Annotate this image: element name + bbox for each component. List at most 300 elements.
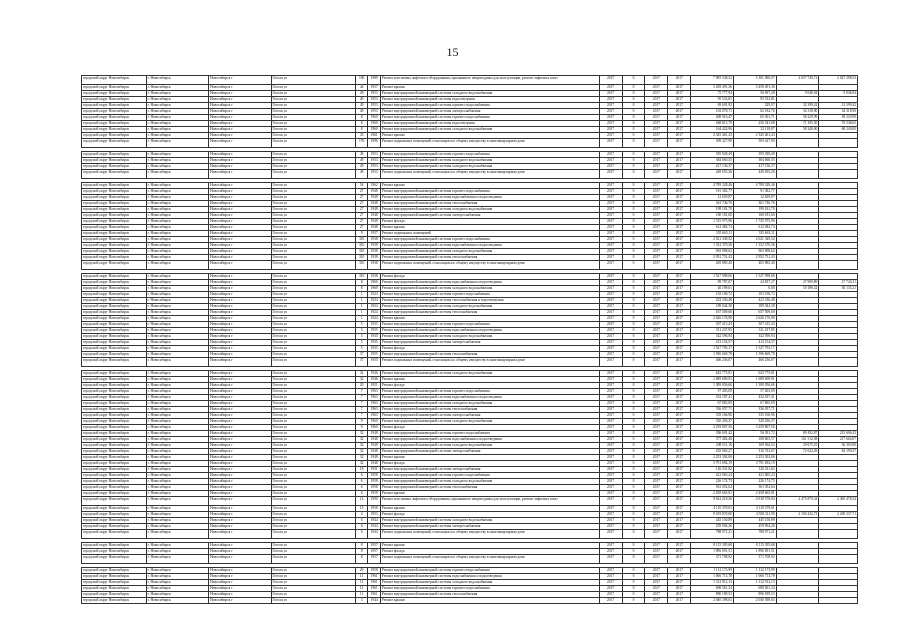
table-cell: 2017 xyxy=(599,298,622,304)
table-cell: Ремонт внутридомовой инженерной системы горячего водоснабжения xyxy=(380,115,599,121)
table-cell: 1 689 609,91 xyxy=(691,377,734,383)
table-cell: 1944 xyxy=(368,530,380,539)
table-cell: 2017 xyxy=(599,352,622,358)
table-cell: 189 044,38 xyxy=(691,304,734,310)
table-cell: 1960 xyxy=(368,425,380,431)
table-cell: Гоголя ул xyxy=(271,407,355,413)
table-cell: Гоголя ул xyxy=(271,340,355,346)
table-cell: 432 187,41 xyxy=(691,395,734,401)
table-cell: 2017 xyxy=(599,164,622,170)
table-cell: Гоголя ул xyxy=(271,461,355,467)
table-cell: г. Новосибирск xyxy=(146,467,208,473)
table-cell: г. Новосибирск xyxy=(146,352,208,358)
table-cell: Ремонт внутридомовой инженерной системы теплоснабжения xyxy=(380,352,599,358)
table-cell: 2017 xyxy=(599,322,622,328)
table-cell: 1924 xyxy=(368,298,380,304)
table-cell: 56 391,72 xyxy=(733,431,776,437)
table-cell: 6 xyxy=(355,530,367,539)
table-cell: 49 xyxy=(355,103,367,109)
table-cell: 0 xyxy=(622,85,645,91)
table-cell: городской округ Новосибирск xyxy=(82,497,147,506)
table-cell: 0 xyxy=(622,598,645,604)
table-cell: Ремонт подвальных помещений, относящихся к общему имуществу в многоквартирном доме xyxy=(380,170,599,179)
table-cell: Новосибирск г xyxy=(209,103,271,109)
table-cell: г. Новосибирск xyxy=(146,158,208,164)
table-cell: 164 422,96 xyxy=(691,127,734,133)
table-cell: 24 837,27 xyxy=(733,280,776,286)
table-cell: Гоголя ул xyxy=(271,389,355,395)
table-cell: 49 xyxy=(355,109,367,115)
table-cell: Гоголя ул xyxy=(271,286,355,292)
table-cell: 2017 xyxy=(668,518,691,524)
table-cell: Гоголя ул xyxy=(271,485,355,491)
table-cell: 2017 xyxy=(599,249,622,255)
table-cell: 2017 xyxy=(668,340,691,346)
table-cell: 2017 xyxy=(668,219,691,225)
table-cell: 0 xyxy=(622,255,645,261)
table-cell: 423 336,48 xyxy=(733,298,776,304)
table-cell: Ремонт внутридомовой инженерной системы холодного водоснабжения xyxy=(380,401,599,407)
table-cell: городской округ Новосибирск xyxy=(82,485,147,491)
table-cell: 2017 xyxy=(599,407,622,413)
table-cell: 0 xyxy=(622,568,645,574)
table-cell: 311 237,85 xyxy=(733,328,776,334)
table-cell: 2017 xyxy=(645,586,668,592)
table-cell: г. Новосибирск xyxy=(146,401,208,407)
table-cell: 2017 xyxy=(668,280,691,286)
table-cell: 0 xyxy=(622,304,645,310)
table-cell: 1953 xyxy=(368,152,380,158)
table-cell: 9 xyxy=(355,419,367,425)
table-cell: 417 136,37 xyxy=(733,164,776,170)
table-cell: г. Новосибирск xyxy=(146,286,208,292)
table-cell: 32 118,87 xyxy=(733,127,776,133)
table-cell: 2 027 398,53 xyxy=(819,76,858,85)
table-cell: городской округ Новосибирск xyxy=(82,103,147,109)
table-cell: 1 xyxy=(355,292,367,298)
table-cell: Ремонт фасада xyxy=(380,461,599,467)
table-cell: городской округ Новосибирск xyxy=(82,237,147,243)
table-cell: 1953 xyxy=(368,109,380,115)
table-cell: 2017 xyxy=(645,437,668,443)
table-cell: 2017 xyxy=(599,586,622,592)
table-cell xyxy=(819,598,858,604)
table-cell: 2017 xyxy=(645,286,668,292)
table-cell: 1957 xyxy=(368,555,380,564)
table-cell: 310 xyxy=(355,237,367,243)
table-cell: 2017 xyxy=(599,377,622,383)
table-cell: 2017 xyxy=(599,219,622,225)
table-cell: 2017 xyxy=(645,292,668,298)
table-cell: Ремонт внутридомовой инженерной системы холодного водоснабжения xyxy=(380,419,599,425)
table-cell: 2017 xyxy=(645,183,668,189)
table-cell: Новосибирск г xyxy=(209,592,271,598)
table-cell: Ремонт внутридомовой инженерной системы горячего водоснабжения xyxy=(380,292,599,298)
table-cell: Новосибирск г xyxy=(209,292,271,298)
table-cell: 0 xyxy=(622,195,645,201)
table-cell: 7 xyxy=(355,395,367,401)
table-cell: Новосибирск г xyxy=(209,97,271,103)
table-cell: 2017 xyxy=(645,158,668,164)
table-cell: Новосибирск г xyxy=(209,225,271,231)
table-cell: городской округ Новосибирск xyxy=(82,121,147,127)
table-cell: 1944 xyxy=(368,524,380,530)
table-cell: 963 908,62 xyxy=(691,249,734,255)
table-cell: городской округ Новосибирск xyxy=(82,580,147,586)
table-cell: Ремонт внутридомовой инженерной системы холодного водоснабжения xyxy=(380,479,599,485)
table-cell: 445 150,89 xyxy=(733,518,776,524)
table-cell: Ремонт внутридомовой инженерной системы водоснабжения и водоотведения xyxy=(380,195,599,201)
table-cell: 2017 xyxy=(599,183,622,189)
table-cell: 2017 xyxy=(668,395,691,401)
table-cell: 2017 xyxy=(599,133,622,139)
table-cell: городской округ Новосибирск xyxy=(82,139,147,148)
table-cell: 1948 xyxy=(368,461,380,467)
table-cell: 1 389 056,66 xyxy=(733,383,776,389)
table-cell: 2 269 337,71 xyxy=(819,512,858,518)
table-cell: Новосибирск г xyxy=(209,304,271,310)
table-cell: 126 331,82 xyxy=(733,467,776,473)
table-cell: 449 655,26 xyxy=(691,170,734,179)
table-cell: 126 331,82 xyxy=(691,467,734,473)
table-cell: 384 660,55 xyxy=(733,158,776,164)
table-cell: 0 xyxy=(622,249,645,255)
table-cell: 0 xyxy=(622,91,645,97)
table-cell: 2017 xyxy=(645,425,668,431)
table-cell: городской округ Новосибирск xyxy=(82,506,147,512)
table-cell: Ремонт внутридомовой инженерной системы горячего водоснабжения xyxy=(380,473,599,479)
table-cell: Новосибирск г xyxy=(209,568,271,574)
table-cell: Новосибирск г xyxy=(209,346,271,352)
table-cell: Гоголя ул xyxy=(271,231,355,237)
table-cell: Новосибирск г xyxy=(209,473,271,479)
table-cell: 1953 xyxy=(368,97,380,103)
table-cell: 2017 xyxy=(668,586,691,592)
table-cell: 8 xyxy=(355,121,367,127)
table-cell: 2017 xyxy=(599,491,622,497)
table-cell: 2017 xyxy=(668,473,691,479)
table-cell: 1 112 173,99 xyxy=(733,568,776,574)
table-cell: 1944 xyxy=(368,598,380,604)
table-cell: Ремонт внутридомовой инженерной системы электроснабжения xyxy=(380,340,599,346)
table-cell: 2017 xyxy=(645,518,668,524)
table-cell: 2017 xyxy=(645,164,668,170)
table-cell: 1 596 669,78 xyxy=(691,352,734,358)
table-cell: 2017 xyxy=(645,401,668,407)
table-cell: 413 154,57 xyxy=(733,340,776,346)
table-cell: Новосибирск г xyxy=(209,280,271,286)
table-cell: 335 663,11 xyxy=(691,231,734,237)
table-cell: 8 xyxy=(355,127,367,133)
table-cell: г. Новосибирск xyxy=(146,195,208,201)
table-cell: г. Новосибирск xyxy=(146,109,208,115)
table-cell: 1 xyxy=(355,316,367,322)
table-cell: Новосибирск г xyxy=(209,85,271,91)
table-cell: г. Новосибирск xyxy=(146,316,208,322)
table-cell: городской округ Новосибирск xyxy=(82,127,147,133)
table-cell: 2017 xyxy=(668,115,691,121)
table-cell: 2017 xyxy=(599,201,622,207)
table-cell: 2017 xyxy=(668,97,691,103)
table-cell: 1948 xyxy=(368,195,380,201)
table-cell: 1924 xyxy=(368,310,380,316)
table-cell: 698 561,34 xyxy=(733,586,776,592)
table-cell: 2017 xyxy=(599,383,622,389)
table-cell: г. Новосибирск xyxy=(146,419,208,425)
table-cell: Ремонт крыши xyxy=(380,316,599,322)
table-row xyxy=(82,555,858,564)
table-cell: 2017 xyxy=(599,243,622,249)
table-cell: Ремонт внутридомовой инженерной системы горячего водоснабжения xyxy=(380,152,599,158)
table-cell: 2017 xyxy=(599,506,622,512)
table-cell: Ремонт внутридомовой инженерной системы теплоснабжения и водоотведения xyxy=(380,298,599,304)
table-cell: 2017 xyxy=(599,431,622,437)
table-cell: 2017 xyxy=(599,103,622,109)
table-cell: 0 xyxy=(622,121,645,127)
table-cell: городской округ Новосибирск xyxy=(82,152,147,158)
table-cell: 2017 xyxy=(599,461,622,467)
table-cell: Ремонт внутридомовой инженерной системы водоснабжения и водоотведения xyxy=(380,280,599,286)
table-cell: 2017 xyxy=(599,473,622,479)
table-cell: 33 xyxy=(355,133,367,139)
table-cell: Гоголя ул xyxy=(271,383,355,389)
table-cell: 67 865,09 xyxy=(733,401,776,407)
table-cell: Ремонт фасада xyxy=(380,425,599,431)
table-cell: Гоголя ул xyxy=(271,395,355,401)
table-cell: Ремонт внутридомовой инженерной системы холодного водоснабжения xyxy=(380,443,599,449)
table-cell: г. Новосибирск xyxy=(146,383,208,389)
table-cell: 2017 xyxy=(645,443,668,449)
table-cell: Новосибирск г xyxy=(209,76,271,85)
table-cell: 1948 xyxy=(368,455,380,461)
table-cell: 788 971,21 xyxy=(691,530,734,539)
table-cell: 259 904,26 xyxy=(733,524,776,530)
table-cell: Ремонт внутридомовой инженерной системы холодного водоснабжения xyxy=(380,249,599,255)
table-cell: 32 xyxy=(355,443,367,449)
table-cell: 84 199,37 xyxy=(819,449,858,455)
table-cell: 71 305,50 xyxy=(776,121,819,127)
table-cell: 160 181,60 xyxy=(691,213,734,219)
table-cell: 2 021 349,52 xyxy=(733,237,776,243)
table-cell: 2017 xyxy=(668,237,691,243)
table-cell: городской округ Новосибирск xyxy=(82,395,147,401)
table-cell xyxy=(776,598,819,604)
table-cell xyxy=(819,555,858,564)
table-cell: г. Новосибирск xyxy=(146,473,208,479)
table-cell: 2017 xyxy=(645,467,668,473)
table-cell: Ремонт крыши xyxy=(380,543,599,549)
table-cell: 0 xyxy=(622,443,645,449)
table-cell: 371 708,92 xyxy=(733,555,776,564)
table-cell: Новосибирск г xyxy=(209,555,271,564)
table-cell: Гоголя ул xyxy=(271,225,355,231)
table-cell: 1 527 998,06 xyxy=(733,274,776,280)
table-cell: 2017 xyxy=(668,189,691,195)
table-cell: 1958 xyxy=(368,568,380,574)
table-cell: 2017 xyxy=(599,592,622,598)
table-cell: 1989 xyxy=(368,76,380,85)
table-cell: Ремонт внутридомовой инженерной системы холодного водоснабжения xyxy=(380,91,599,97)
table-cell: 1958 xyxy=(368,506,380,512)
table-cell: 2017 xyxy=(668,574,691,580)
table-cell: 2017 xyxy=(645,358,668,367)
table-cell: 1958 xyxy=(368,479,380,485)
table-cell: Новосибирск г xyxy=(209,316,271,322)
table-cell: 176 xyxy=(355,139,367,148)
table-cell: 2017 xyxy=(645,76,668,85)
table-cell: 1990 xyxy=(368,497,380,506)
table-cell: 11 xyxy=(355,586,367,592)
table-cell: 2017 xyxy=(599,127,622,133)
table-cell: 1963 xyxy=(368,401,380,407)
table-cell: 468 813,79 xyxy=(691,121,734,127)
table-cell: 32 xyxy=(355,371,367,377)
table-cell: 9 046,94 xyxy=(776,91,819,97)
table-cell: Гоголя ул xyxy=(271,280,355,286)
table-cell: 0 xyxy=(622,261,645,270)
table-cell: 3 458 491,36 xyxy=(691,85,734,91)
table-cell: 1960 xyxy=(368,286,380,292)
table-cell: г. Новосибирск xyxy=(146,491,208,497)
table-cell: 3 xyxy=(355,598,367,604)
table-cell: 0 xyxy=(622,310,645,316)
table-cell: Новосибирск г xyxy=(209,274,271,280)
table-cell: Гоголя ул xyxy=(271,274,355,280)
table-cell: 2 458 665,81 xyxy=(691,491,734,497)
table-cell: 95 533,81 xyxy=(691,97,734,103)
table-cell: 0 xyxy=(622,76,645,85)
table-cell: Гоголя ул xyxy=(271,437,355,443)
table-cell: 2017 xyxy=(668,407,691,413)
table-cell: 1 527 793,17 xyxy=(733,346,776,352)
table-cell: Гоголя ул xyxy=(271,91,355,97)
table-cell: городской округ Новосибирск xyxy=(82,310,147,316)
table-cell: Ремонт фасада xyxy=(380,346,599,352)
table-cell: городской округ Новосибирск xyxy=(82,431,147,437)
table-cell: 2017 xyxy=(668,133,691,139)
table-cell: 103 196,72 xyxy=(691,292,734,298)
table-cell: Ремонт внутридомовой инженерной системы электроснабжения xyxy=(380,413,599,419)
table-cell: 2017 xyxy=(599,395,622,401)
table-cell: Гоголя ул xyxy=(271,255,355,261)
table-cell: Гоголя ул xyxy=(271,352,355,358)
table-cell: 2017 xyxy=(645,91,668,97)
table-cell: Гоголя ул xyxy=(271,133,355,139)
table-cell: 2017 xyxy=(668,455,691,461)
table-cell: Новосибирск г xyxy=(209,413,271,419)
table-cell: г. Новосибирск xyxy=(146,449,208,455)
table-cell: 75 777,94 xyxy=(691,91,734,97)
table-cell: 2017 xyxy=(668,467,691,473)
table-cell: 217 664,07 xyxy=(819,437,858,443)
table-row xyxy=(82,598,858,604)
table-cell: 57 403,09 xyxy=(733,389,776,395)
table-cell: городской округ Новосибирск xyxy=(82,298,147,304)
table-cell: 0 xyxy=(622,473,645,479)
table-cell: 2017 xyxy=(599,497,622,506)
table-cell: Гоголя ул xyxy=(271,97,355,103)
table-cell: 1946 xyxy=(368,371,380,377)
table-cell: Гоголя ул xyxy=(271,512,355,518)
table-cell: 103 196,72 xyxy=(733,292,776,298)
table-cell: Гоголя ул xyxy=(271,121,355,127)
table-cell: 2017 xyxy=(599,189,622,195)
table-cell: Новосибирск г xyxy=(209,340,271,346)
table-cell: 0 xyxy=(622,352,645,358)
table-cell: 0 xyxy=(622,97,645,103)
table-cell: 2017 xyxy=(668,304,691,310)
table-cell: 49 xyxy=(355,152,367,158)
table-cell: 2017 xyxy=(599,213,622,219)
table-cell: 0 xyxy=(622,383,645,389)
table-cell: 0 xyxy=(622,479,645,485)
table-cell: 2017 xyxy=(599,255,622,261)
table-cell: Новосибирск г xyxy=(209,352,271,358)
table-cell: городской округ Новосибирск xyxy=(82,512,147,518)
table-cell: 2017 xyxy=(599,530,622,539)
table-cell: городской округ Новосибирск xyxy=(82,371,147,377)
table-cell: 612 482,74 xyxy=(733,225,776,231)
table-cell: 1963 xyxy=(368,413,380,419)
table-cell: Ремонт фасада xyxy=(380,549,599,555)
table-cell: 2017 xyxy=(599,195,622,201)
table-cell: Новосибирск г xyxy=(209,133,271,139)
table-cell: Ремонт крыши xyxy=(380,506,599,512)
table-cell: Ремонт фасада xyxy=(380,219,599,225)
table-cell: городской округ Новосибирск xyxy=(82,164,147,170)
table-cell: Новосибирск г xyxy=(209,407,271,413)
table-cell: Гоголя ул xyxy=(271,586,355,592)
table-cell: городской округ Новосибирск xyxy=(82,518,147,524)
table-cell: 788 971,21 xyxy=(733,530,776,539)
table-cell: 0 xyxy=(622,286,645,292)
table-cell: 310 xyxy=(355,261,367,270)
table-cell: Гоголя ул xyxy=(271,443,355,449)
table-cell: 2017 xyxy=(599,574,622,580)
table-cell: 2017 xyxy=(599,304,622,310)
table-cell: 2017 xyxy=(645,549,668,555)
table-cell: 421 065,24 xyxy=(733,473,776,479)
table-cell: городской округ Новосибирск xyxy=(82,316,147,322)
table-cell: 336 057,71 xyxy=(691,407,734,413)
table-cell: Гоголя ул xyxy=(271,139,355,148)
table-cell: 0 xyxy=(622,170,645,179)
table-cell: 1938 xyxy=(368,237,380,243)
table-cell: 2017 xyxy=(668,580,691,586)
table-cell: 58 240,00 xyxy=(776,127,819,133)
table-cell: городской округ Новосибирск xyxy=(82,401,147,407)
table-cell: 0 xyxy=(622,574,645,580)
table-cell: 6 xyxy=(355,518,367,524)
table-cell: 27 743,31 xyxy=(819,280,858,286)
table-cell: 95 533,81 xyxy=(733,97,776,103)
table-cell: Ремонт внутридомовой инженерной системы теплоснабжения xyxy=(380,407,599,413)
table-cell: 896 189,53 xyxy=(733,592,776,598)
table-cell: 0 xyxy=(622,401,645,407)
table-cell: городской округ Новосибирск xyxy=(82,574,147,580)
table-cell: г. Новосибирск xyxy=(146,121,208,127)
table-cell: 2017 xyxy=(645,97,668,103)
table-cell: городской округ Новосибирск xyxy=(82,195,147,201)
table-cell: Гоголя ул xyxy=(271,310,355,316)
table-cell: Ремонт подвальных помещений, относящихся к общему имуществу в многоквартирном доме xyxy=(380,139,599,148)
table-cell: 0 xyxy=(622,455,645,461)
table-cell: 1963 xyxy=(368,407,380,413)
table-cell: 199 181,70 xyxy=(691,207,734,213)
table-cell: 2017 xyxy=(645,449,668,455)
table-cell: 1958 xyxy=(368,485,380,491)
table-cell: 2017 xyxy=(645,170,668,179)
